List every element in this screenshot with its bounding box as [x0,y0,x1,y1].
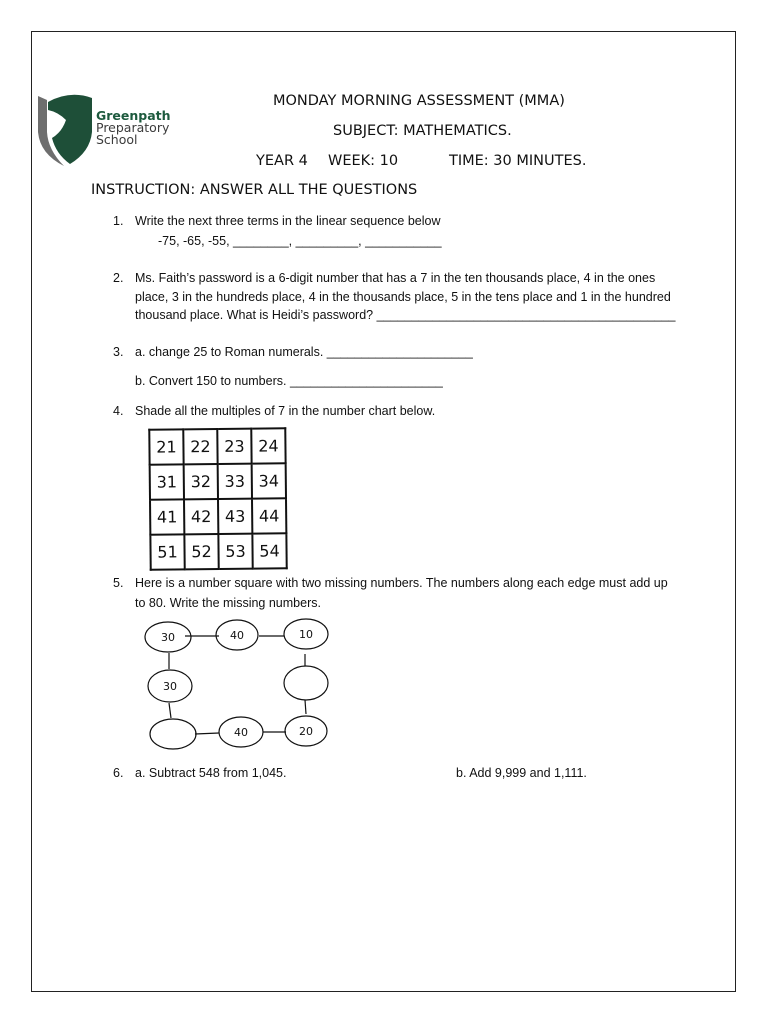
number-chart-row [150,463,286,499]
number-chart-cell[interactable]: 31 [150,464,184,499]
number-chart-cell[interactable]: 53 [218,534,252,569]
subject-line: SUBJECT: MATHEMATICS. [333,123,512,139]
number-chart-row [150,498,286,534]
logo-line-1: Greenpath [96,108,171,123]
question-1-text: Write the next three terms in the linear sequence below [135,214,441,228]
question-4-text: Shade all the multiples of 7 in the number chart below. [135,404,436,418]
number-chart-row [149,428,285,464]
question-4-number: 4. [113,404,124,418]
time-label: TIME: 30 MINUTES. [449,153,587,169]
question-6-number: 6. [113,766,124,780]
number-chart-cell[interactable]: 51 [150,534,184,569]
week-label: WEEK: 10 [328,153,399,169]
school-logo-text [96,110,171,146]
question-5-number: 5. [113,576,124,590]
logo-line-2: Preparatory [96,120,170,135]
question-5-line-2: to 80. Write the missing numbers. [135,596,321,610]
square-node-middle-right [284,666,328,700]
number-square-diagram [138,612,348,754]
number-chart-cell[interactable]: 32 [184,464,218,499]
question-2-line-2: place, 3 in the hundreds place, 4 in the thousands place, 5 in the tens place and 1 in the hundred [135,290,671,304]
number-chart-cell[interactable]: 43 [218,499,252,534]
square-value-bottom-right: 20 [299,725,313,738]
assessment-title: MONDAY MORNING ASSESSMENT (MMA) [273,93,565,109]
question-6a: a. Subtract 548 from 1,045. [135,766,287,780]
number-chart-cell[interactable]: 33 [218,464,252,499]
number-chart-cell[interactable]: 23 [217,429,251,464]
number-chart-cell[interactable]: 34 [252,463,286,498]
square-value-middle-left: 30 [163,680,177,693]
question-6b: b. Add 9,999 and 1,111. [456,766,587,780]
square-value-top-left: 30 [161,631,175,644]
question-1-sequence: -75, -65, -55, ________, _________, ___________ [158,234,442,248]
number-chart-cell[interactable]: 24 [251,428,285,463]
question-2-line-1: Ms. Faith’s password is a 6-digit number that has a 7 in the ten thousands place, 4 in the ones [135,271,656,285]
number-chart-cell[interactable]: 21 [149,429,183,464]
number-chart-cell[interactable]: 52 [184,534,218,569]
question-2-line-3: thousand place. What is Heidi’s password? ___________________________________________ [135,308,676,322]
question-3b: b. Convert 150 to numbers. ______________________ [135,374,443,388]
instruction-line: INSTRUCTION: ANSWER ALL THE QUESTIONS [91,182,418,198]
number-chart-cell[interactable]: 22 [183,429,217,464]
number-chart-cell[interactable]: 44 [252,498,286,533]
question-1-number: 1. [113,214,124,228]
question-3a: a. change 25 to Roman numerals. _____________________ [135,345,473,359]
question-3-number: 3. [113,345,124,359]
square-node-bottom-left [150,719,196,749]
number-chart-cell[interactable]: 41 [150,499,184,534]
number-chart-row [150,533,286,569]
logo-line-3: School [96,132,138,147]
square-value-top-right: 10 [299,628,313,641]
page-border [31,31,736,992]
square-value-top-middle: 40 [230,629,244,642]
square-value-bottom-middle: 40 [234,726,248,739]
question-2-number: 2. [113,271,124,285]
number-chart-cell[interactable]: 54 [252,533,286,568]
year-label: YEAR 4 [256,153,308,169]
number-chart [148,427,287,570]
number-chart-cell[interactable]: 42 [184,499,218,534]
question-5-line-1: Here is a number square with two missing numbers. The numbers along each edge must add up [135,576,668,590]
